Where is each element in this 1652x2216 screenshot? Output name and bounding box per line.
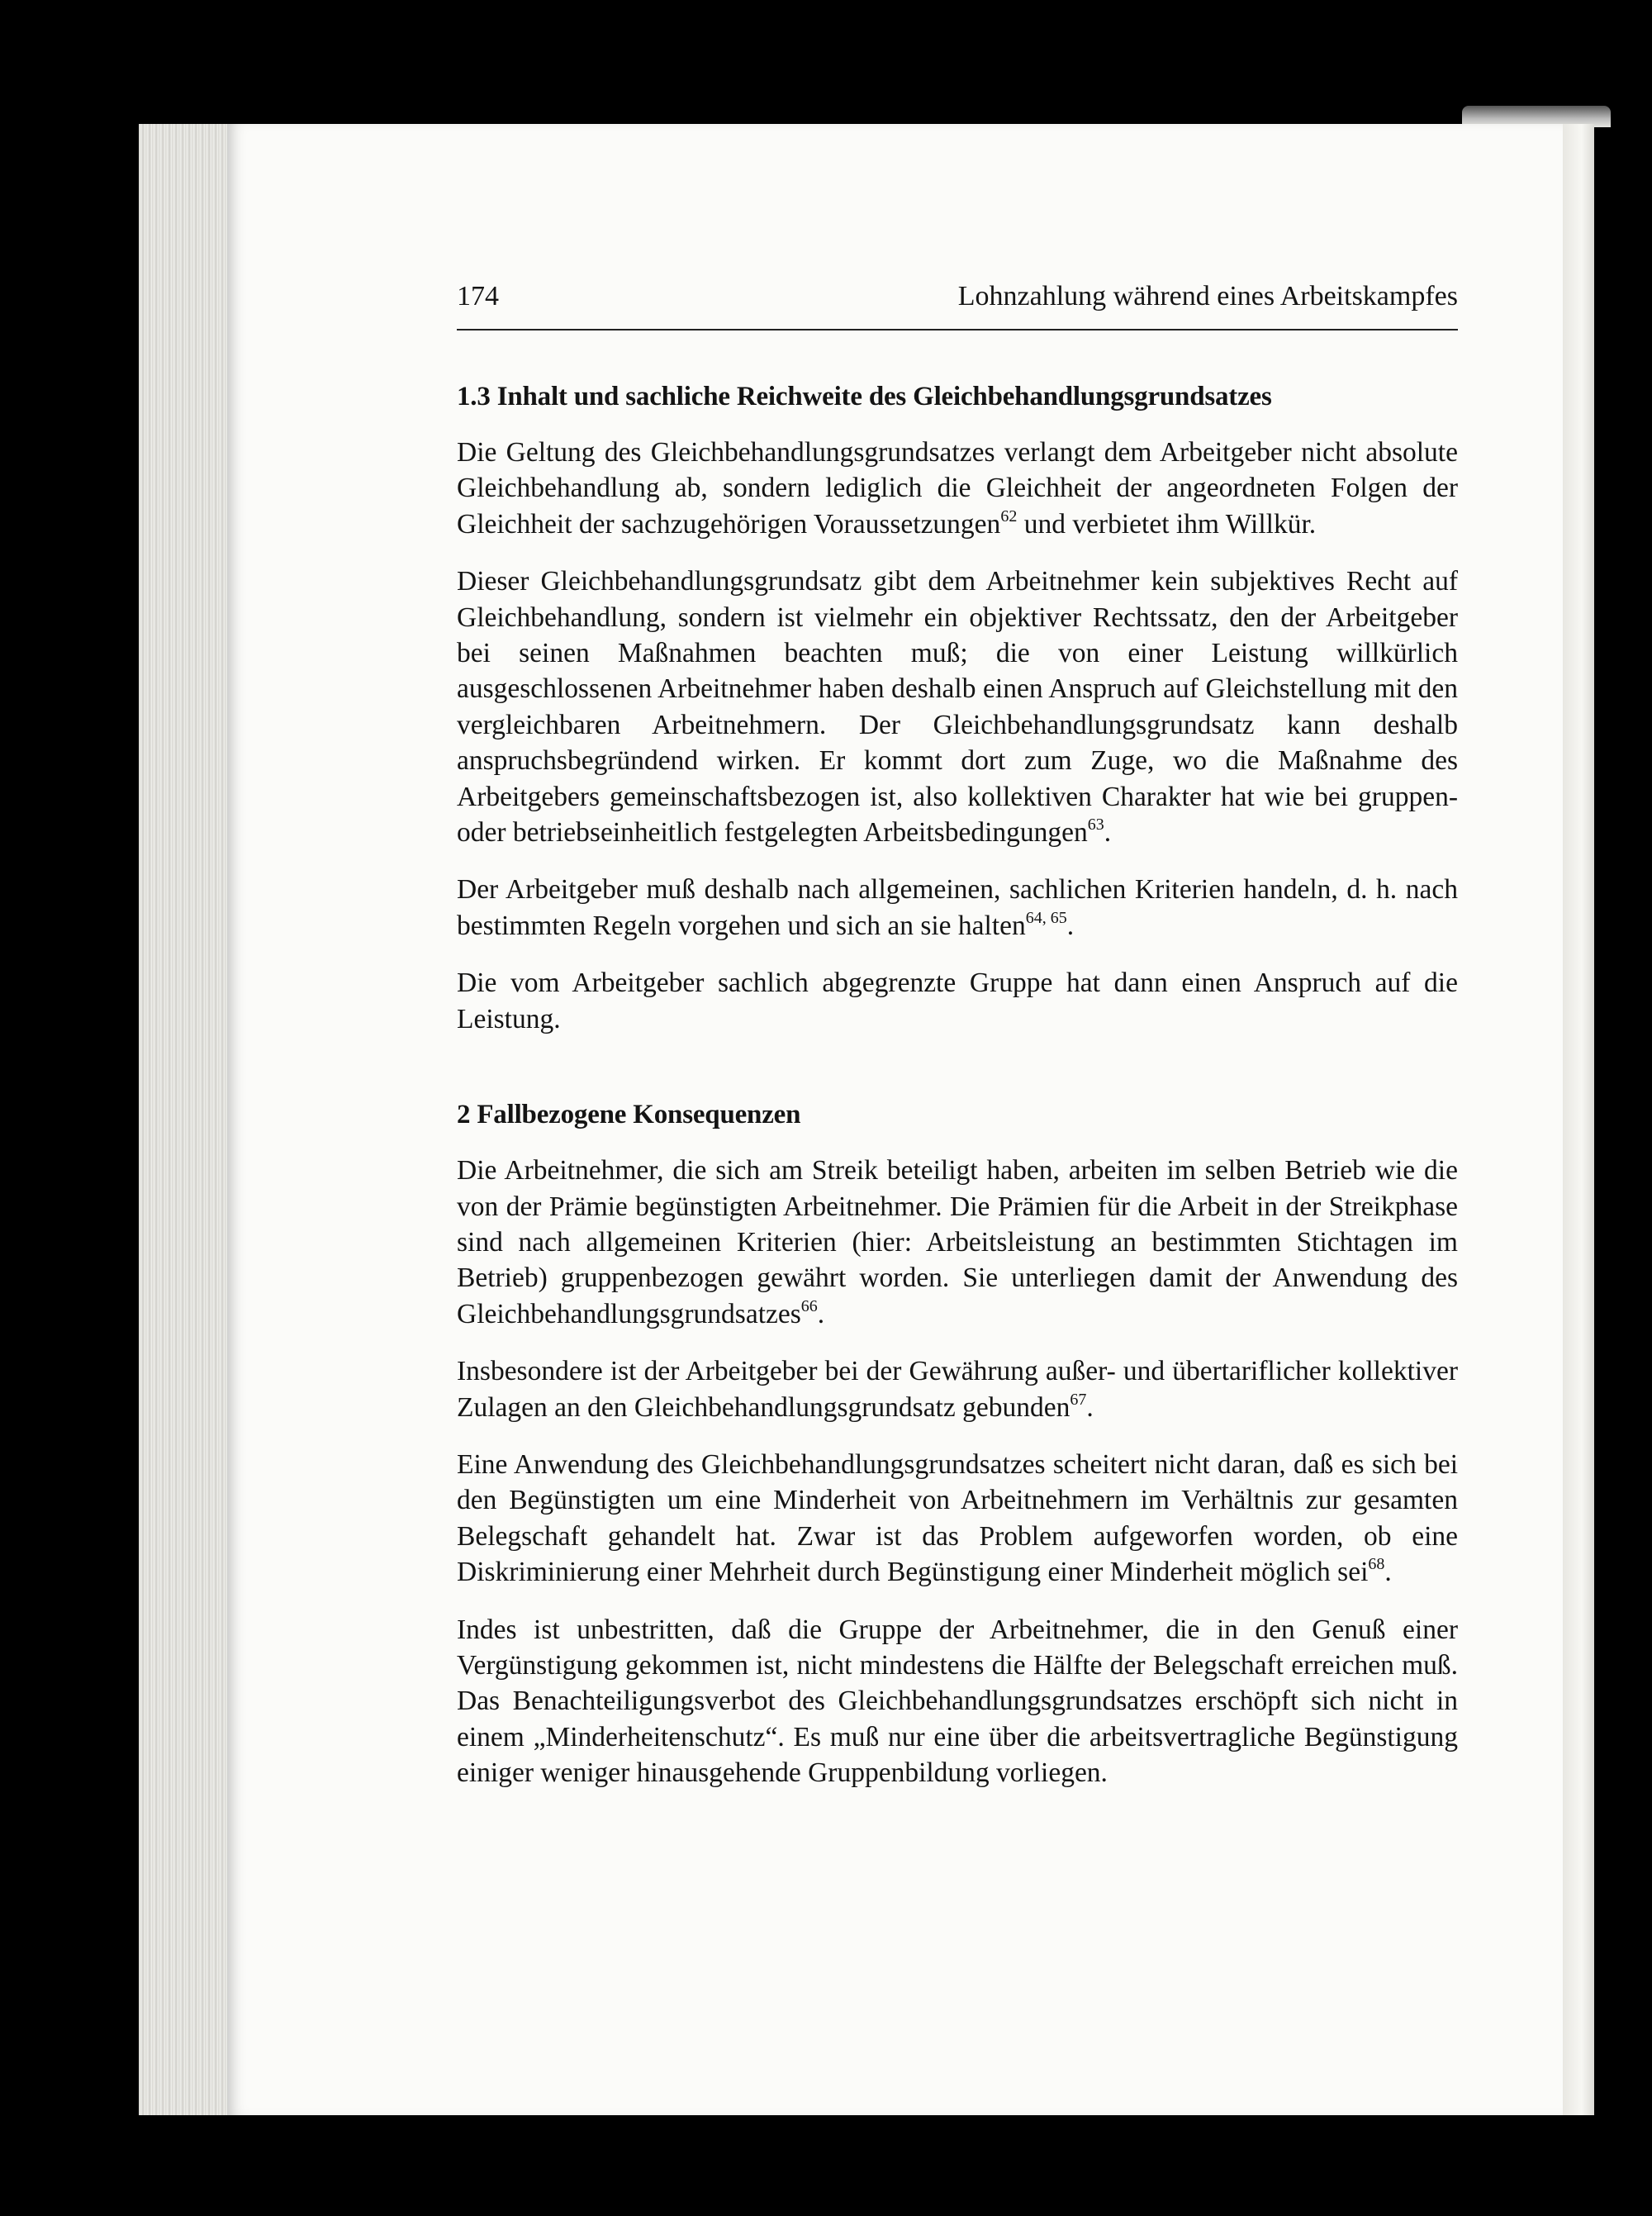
paragraph bbox=[457, 965, 1458, 1037]
page-body bbox=[457, 378, 1458, 1813]
paragraph bbox=[457, 1153, 1458, 1332]
paragraph-tail: und verbietet ihm Willkür. bbox=[1017, 508, 1317, 540]
section-heading-1-3: 1.3 Inhalt und sachliche Reichweite des Gleichbehandlungsgrundsatzes bbox=[457, 382, 1272, 411]
paragraph-text: Dieser Gleichbehandlungsgrundsatz gibt dem Arbeitnehmer kein subjektives Recht auf Gleichbehandlung, sondern ist vielmehr ein objektiver Rechtssatz, den der Arbeitgeber bei seinen Maßnahmen beachten muß; die von einer Leistung willkürlich ausgeschlossenen Arbeitnehmer haben deshalb einen Anspruch auf Gleichstellung mit den vergleichbaren Arbeitnehmern. Der Gleichbehandlungsgrundsatz kann deshalb anspruchsbegründend wirken. Er kommt dort zum Zuge, wo die Maßnahme des Arbeitgebers gemeinschaftsbezogen ist, also kollektiven Charakter hat wie bei gruppen- oder betriebseinheitlich festgelegten Arbeitsbedingungen bbox=[457, 566, 1458, 849]
paragraph-text: Eine Anwendung des Gleichbehandlungsgrundsatzes scheitert nicht daran, daß es sich bei den Begünstigten um eine Minderheit von Arbeitnehmern im Verhältnis zur gesamten Belegschaft gehandelt hat. Zwar ist das Problem aufgeworfen worden, ob eine Diskriminierung einer Mehrheit durch Begünstigung einer Minderheit möglich sei bbox=[457, 1448, 1458, 1588]
paragraph-tail: . bbox=[817, 1298, 825, 1329]
paragraph-text: Die Arbeitnehmer, die sich am Streik beteiligt haben, arbeiten im selben Betrieb wie die von der Prämie begünstigten Arbeitnehmer. Die Prämien für die Arbeit in der Streikphase sind nach allgemeinen Kriterien (hier: Arbeitsleistung an bestimmten Stichtagen im Betrieb) gruppenbezogen gewährt worden. Sie unterliegen damit der Anwendung des Gleichbehandlungsgrundsatzes bbox=[457, 1155, 1458, 1329]
book-page-edge-right bbox=[1563, 124, 1594, 2115]
header-rule bbox=[457, 329, 1458, 330]
paragraph-tail: . bbox=[1086, 1391, 1094, 1423]
paragraph bbox=[457, 564, 1458, 850]
footnote-ref: 63 bbox=[1087, 816, 1104, 835]
section-heading-2: 2 Fallbezogene Konsequenzen bbox=[457, 1100, 801, 1130]
paragraph bbox=[457, 435, 1458, 542]
footnote-ref: 68 bbox=[1368, 1555, 1385, 1574]
paragraph bbox=[457, 1612, 1458, 1791]
footnote-ref: 67 bbox=[1070, 1390, 1087, 1409]
paragraph-text: Die vom Arbeitgeber sachlich abgegrenzte Gruppe hat dann einen Anspruch auf die Leistung. bbox=[457, 968, 1458, 1034]
paragraph-text: Insbesondere ist der Arbeitgeber bei der Gewährung außer- und übertariflicher kollektiver Zulagen an den Gleichbehandlungsgrundsatz gebunden bbox=[457, 1356, 1458, 1423]
running-title: Lohnzahlung während eines Arbeitskampfes bbox=[957, 281, 1458, 311]
paragraph-text: Der Arbeitgeber muß deshalb nach allgemeinen, sachlichen Kriterien handeln, d. h. nach bestimmten Regeln vorgehen und sich an sie halten bbox=[457, 874, 1458, 941]
paragraph bbox=[457, 872, 1458, 944]
footnote-ref: 62 bbox=[1000, 506, 1018, 525]
paragraph-tail: . bbox=[1104, 817, 1112, 849]
running-head bbox=[457, 281, 1458, 322]
paragraph bbox=[457, 1447, 1458, 1591]
book-page-stack-left bbox=[139, 124, 238, 2115]
book-page bbox=[227, 124, 1569, 2115]
paragraph bbox=[457, 1353, 1458, 1425]
paragraph-text: Indes ist unbestritten, daß die Gruppe der Arbeitnehmer, die in den Genuß einer Vergünstigung gekommen ist, nicht mindestens die Hälfte der Belegschaft erreichen muß. Das Benachteiligungsverbot des Gleichbehandlungsgrundsatzes erschöpft sich nicht in einem „Minderheitenschutz“. Es muß nur eine über die arbeitsvertragliche Begünstigung einiger weniger hinausgehende Gruppenbildung vorliegen. bbox=[457, 1614, 1458, 1789]
page-number: 174 bbox=[457, 281, 499, 311]
footnote-ref: 64, 65 bbox=[1025, 908, 1067, 927]
paragraph-tail: . bbox=[1384, 1557, 1392, 1588]
paragraph-tail: . bbox=[1066, 910, 1075, 941]
footnote-ref: 66 bbox=[800, 1296, 818, 1315]
paragraph-text: Die Geltung des Gleichbehandlungsgrundsatzes verlangt dem Arbeitgeber nicht absolute Gleichbehandlung ab, sondern lediglich die Gleichheit der angeordneten Folgen der Gleichheit der sachzugehörigen Voraussetzungen bbox=[457, 437, 1458, 540]
